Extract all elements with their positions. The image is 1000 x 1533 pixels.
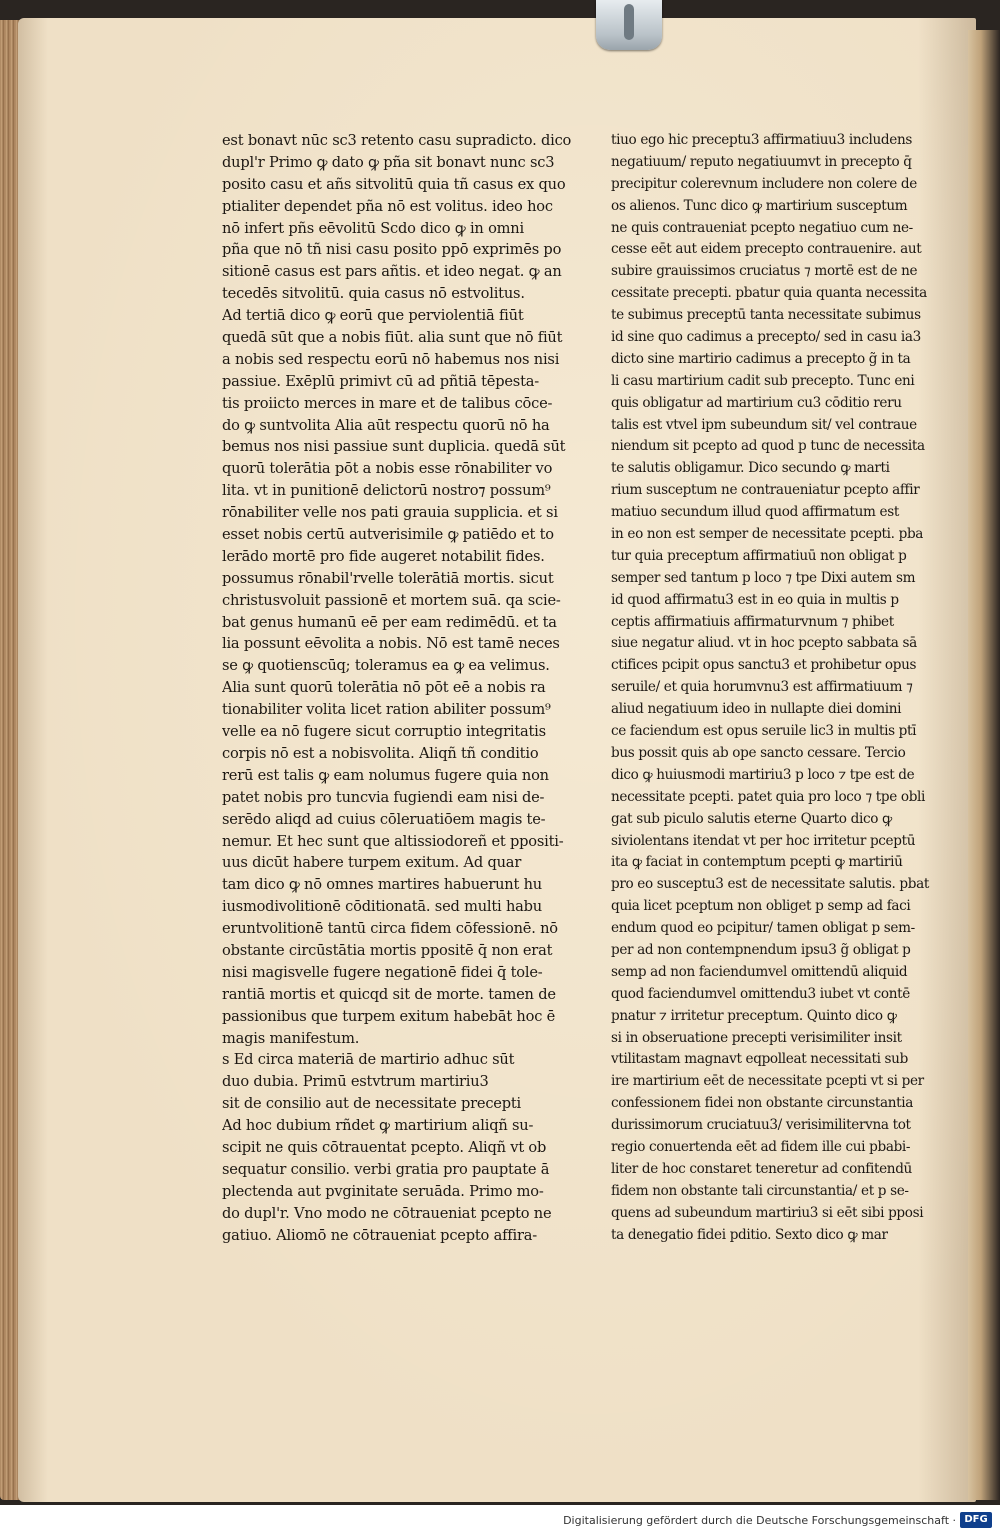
text-line: patet nobis pro tuncvia fugiendi eam nisi de- (222, 788, 545, 806)
text-line: durissimorum cruciatuu3/ verisimilitervna tot (611, 1117, 911, 1134)
text-line: matiuo secundum illud quod affirmatum est (611, 504, 899, 521)
text-line: passionibus que turpem exitum habebāt hoc ē (222, 1007, 556, 1025)
funding-credit: Digitalisierung gefördert durch die Deutsche Forschungsgemeinschaft · (563, 1514, 956, 1527)
page-edges-right (968, 30, 1000, 1500)
text-line: endum quod eo pcipitur/ tamen obligat p sem- (611, 920, 915, 937)
text-line: corpis nō est a nobisvolita. Aliqñ tñ conditio (222, 744, 539, 762)
text-line: a nobis sed respectu eorū nō habemus nos nisi (222, 350, 560, 368)
text-line: obstante circūstātia mortis ppositē q̄ non erat (222, 941, 553, 959)
text-line: necessitate pcepti. patet quia pro loco ⁊ tpe obli (611, 788, 926, 805)
text-line: liter de hoc constaret teneretur ad confitendū (611, 1160, 912, 1177)
text-line: serēdo aliqd ad cuius cōleruatiōem magis te- (222, 810, 546, 828)
text-line: lerādo mortē pro fide augeret notabilit fides. (222, 547, 545, 565)
text-line: gat sub piculo salutis eterne Quarto dico ꝙ (611, 810, 892, 827)
text-line: dupl'r Primo ꝙ dato ꝙ pña sit bonavt nunc sc3 (222, 153, 555, 171)
text-line: seruile/ et quia horumvnu3 est affirmatiuum ⁊ (611, 679, 913, 696)
text-line: quorū tolerātia pōt a nobis esse rōnabiliter vo (222, 460, 553, 478)
text-line: nemur. Et hec sunt que altissiodoreñ et ppositi- (222, 832, 564, 850)
text-line: posito casu et añs sitvolitū quia tñ casus ex quo (222, 175, 566, 193)
text-line: semp ad non faciendumvel omittendū aliquid (611, 963, 908, 980)
text-line: ne quis contraueniat pcepto negatiuo cum ne- (611, 219, 913, 236)
text-line: tam dico ꝙ nō omnes martires habuerunt hu (222, 876, 543, 894)
text-line: magis manifestum. (222, 1029, 360, 1047)
text-line: rōnabiliter velle nos pati grauia supplicia. et si (222, 504, 558, 522)
text-line: quod faciendumvel omittendu3 iubet vt contē (611, 985, 910, 1002)
text-line: bemus nos nisi passiue sunt duplicia. quedā sūt (222, 438, 566, 456)
text-line: dico ꝙ huiusmodi martiriu3 p loco ⁊ tpe est de (611, 766, 915, 783)
text-line: lita. vt in punitionē delictorū nostro⁊ possum⁹ (222, 482, 551, 500)
text-line: tionabiliter volita licet ration abiliter possum⁹ (222, 701, 551, 719)
text-line: gatiuo. Aliomō ne cōtraueniat pcepto affira- (222, 1226, 537, 1244)
text-line: sitionē casus est pars añtis. et ideo negat. ꝙ an (222, 263, 562, 281)
footer-bar (0, 1505, 1000, 1533)
text-line: tis proiicto merces in mare et de talibus cōce- (222, 394, 553, 412)
text-line: te subimus preceptū tanta necessitate subimus (611, 307, 921, 324)
text-line: ta denegatio fidei pditio. Sexto dico ꝙ mar (611, 1226, 888, 1243)
text-line: bat genus humanū eē per eam redimēdū. et ta (222, 613, 557, 631)
text-line: Ad tertiā dico ꝙ eorū que perviolentiā fiūt (222, 307, 524, 325)
text-line: Ad hoc dubium rñdet ꝙ martirium aliqñ su- (222, 1117, 534, 1135)
text-line: cesse eēt aut eidem precepto contrauenire. aut (611, 241, 922, 258)
text-line: id sine quo cadimus a precepto/ sed in casu ia3 (611, 329, 921, 346)
text-line: pña que nō tñ nisi casu posito ppō exprimēs po (222, 241, 562, 259)
text-line: sequatur consilio. verbi gratia pro pauptate ā (222, 1160, 550, 1178)
text-line: rantiā mortis et quicqd sit de morte. tamen de (222, 985, 556, 1003)
text-line: esset nobis certū autverisimile ꝙ patiēdo et to (222, 526, 554, 544)
text-line: siue negatur aliud. vt in hoc pcepto sabbata sā (611, 635, 917, 652)
text-line: quedā sūt que a nobis fiūt. alia sunt que nō fiūt (222, 329, 563, 347)
text-line: id quod affirmatu3 est in eo quia in multis p (611, 591, 899, 608)
text-line: ptialiter dependet pña nō est volitus. ideo hoc (222, 197, 553, 215)
text-line: os alienos. Tunc dico ꝙ martirium susceptum (611, 197, 908, 214)
text-line: li casu martirium cadit sub precepto. Tunc eni (611, 372, 915, 389)
text-line: velle ea nō fugere sicut corruptio integritatis (222, 723, 546, 741)
text-line: eruntvolitionē tantū circa fidem cōfessionē. nō (222, 920, 558, 938)
text-line: ce faciendum est opus seruile lic3 in multis ptī (611, 723, 917, 740)
text-line: nō infert pñs eēvolitū Scdo dico ꝙ in omni (222, 219, 524, 237)
text-line: vtilitastam magnavt eqpolleat necessitati sub (611, 1051, 908, 1068)
text-line: regio conuertenda eēt ad fidem ille cui pbabi- (611, 1138, 911, 1155)
text-line: in eo non est semper de necessitate pcepti. pba (611, 526, 924, 543)
text-line: ctifices pcipit opus sanctu3 et prohibetur opus (611, 657, 917, 674)
text-line: se ꝙ quotienscūq; toleramus ea ꝙ ea velimus. (222, 657, 550, 675)
text-line: iusmodivolitionē cōditionatā. sed multi habu (222, 898, 543, 916)
text-line: sit de consilio aut de necessitate precepti (222, 1095, 522, 1113)
text-line: dicto sine martirio cadimus a precepto g̃ in ta (611, 350, 911, 367)
text-line: duo dubia. Primū estvtrum martiriu3 (222, 1073, 489, 1091)
book-clip (596, 0, 662, 50)
text-line: scipit ne quis cōtrauentat pcepto. Aliqñ vt ob (222, 1138, 547, 1156)
text-line: niendum sit pcepto ad quod p tunc de necessita (611, 438, 925, 455)
text-line: precipitur colerevnum includere non colere de (611, 175, 917, 192)
text-line: rium susceptum ne contraueniatur pcepto affir (611, 482, 920, 499)
text-line: tur quia preceptum affirmatiuū non obligat p (611, 547, 907, 564)
text-line: negatiuum/ reputo negatiuumvt in precepto q̄ (611, 153, 912, 170)
text-line: cessitate precepti. pbatur quia quanta necessita (611, 285, 927, 302)
text-line: do ꝙ suntvolita Alia aūt respectu quorū nō ha (222, 416, 550, 434)
text-line: subire grauissimos cruciatus ⁊ mortē est de ne (611, 263, 918, 280)
text-line: tecedēs sitvolitū. quia casus nō estvolitus. (222, 285, 525, 303)
text-line: passiue. Exēplū primivt cū ad pñtiā tēpesta- (222, 372, 539, 390)
text-line: siviolentans itendat vt per hoc irritetur pceptū (611, 832, 916, 849)
text-line: bus possit quis ab ope sancto cessare. Tercio (611, 744, 906, 761)
text-line: ita ꝙ faciat in contemptum pcepti ꝙ martiriū (611, 854, 903, 871)
text-line: ceptis affirmatiuis affirmaturvnum ⁊ phibet (611, 613, 894, 630)
text-line: fidem non obstante tali circunstantia/ et p se- (611, 1182, 909, 1199)
text-line: uus dicūt habere turpem exitum. Ad quar (222, 854, 522, 872)
text-line: quis obligatur ad martirium cu3 cōditio reru (611, 394, 902, 411)
text-line: semper sed tantum p loco ⁊ tpe Dixi autem sm (611, 569, 916, 586)
text-line: aliud negatiuum ideo in nullapte diei domini (611, 701, 902, 718)
text-column-right (611, 130, 951, 1246)
text-line: plectenda aut pvginitate seruāda. Primo mo- (222, 1182, 544, 1200)
text-line: nisi magisvelle fugere negationē fidei q̄ tole- (222, 963, 543, 981)
dfg-logo: DFG (960, 1512, 992, 1528)
text-line: do dupl'r. Vno modo ne cōtraueniat pcepto ne (222, 1204, 552, 1222)
text-line: rerū est talis ꝙ eam nolumus fugere quia non (222, 766, 549, 784)
text-line: pro eo susceptu3 est de necessitate salutis. pbat (611, 876, 929, 893)
text-line: ire martirium eēt de necessitate pcepti vt si per (611, 1073, 924, 1090)
text-line: pnatur ⁊ irritetur preceptum. Quinto dico ꝙ (611, 1007, 897, 1024)
text-line: christusvoluit passionē et mortem suā. qa scie- (222, 591, 561, 609)
text-line: Alia sunt quorū tolerātia nō pōt eē a nobis ra (222, 679, 546, 697)
text-line: te salutis obligamur. Dico secundo ꝙ marti (611, 460, 890, 477)
text-line: tiuo ego hic preceptu3 affirmatiuu3 includens (611, 132, 912, 148)
text-line: quens ad subeundum martiriu3 si eēt sibi pposi (611, 1204, 924, 1221)
text-line: per ad non contempnendum ipsu3 g̃ obligat p (611, 941, 911, 958)
text-line: possumus rōnabil'rvelle tolerātiā mortis. sicut (222, 569, 554, 587)
text-line: quia licet pceptum non obliget p semp ad faci (611, 898, 911, 915)
text-line: est bonavt nūc sc3 retento casu supradicto. dico (222, 132, 572, 149)
text-line: si in obseruatione precepti verisimiliter insit (611, 1029, 902, 1046)
text-line: lia possunt eēvolita a nobis. Nō est tamē neces (222, 635, 560, 653)
text-line: s Ed circa materiā de martirio adhuc sūt (222, 1051, 515, 1069)
text-line: talis est vtvel ipm subeundum sit/ vel contraue (611, 416, 917, 433)
text-line: confessionem fidei non obstante circunstantia (611, 1095, 913, 1112)
text-column-left (222, 130, 598, 1246)
